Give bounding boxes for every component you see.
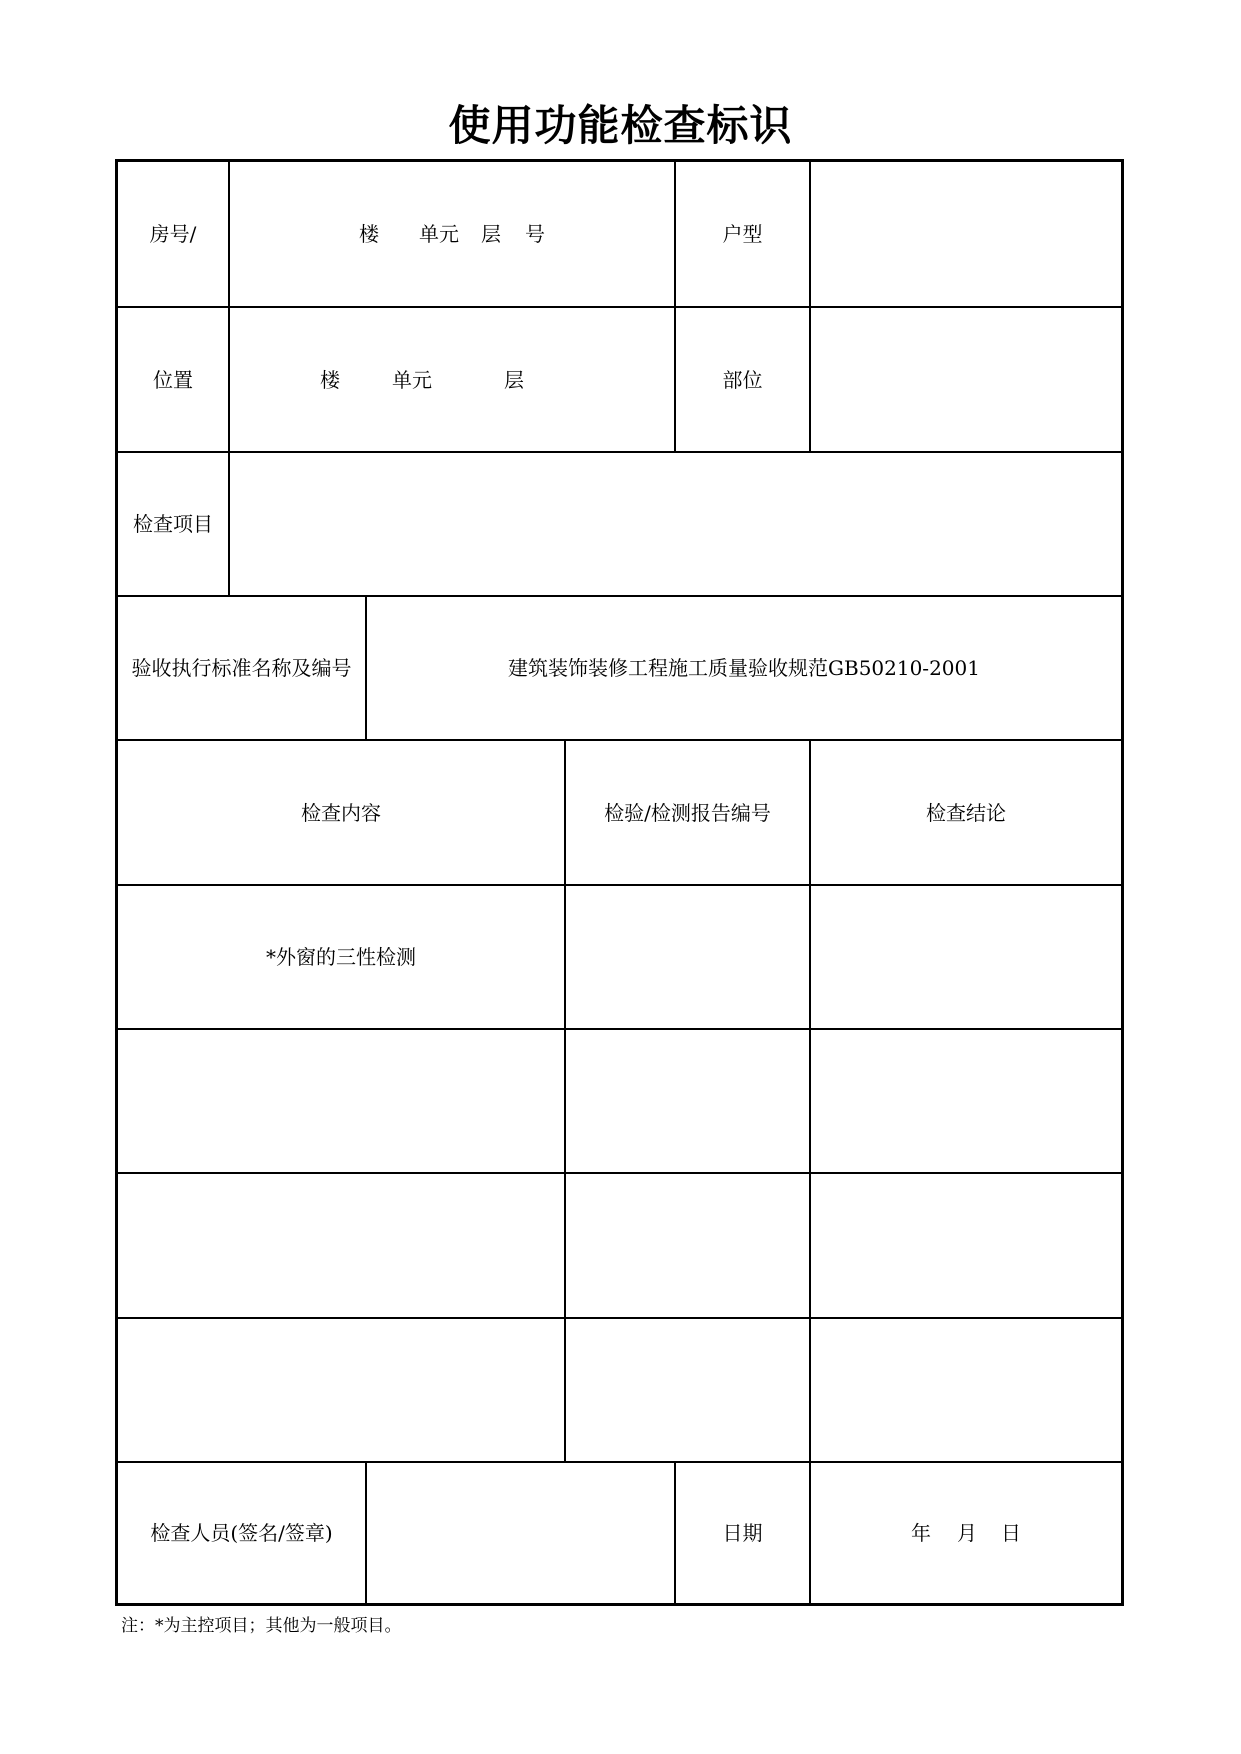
type-label: 户型: [722, 222, 763, 246]
page-title: 使用功能检查标识: [448, 101, 793, 150]
date-month-unit: 月: [957, 1521, 977, 1545]
position-unit-unit: 单元: [392, 367, 432, 392]
part-value-field[interactable]: [811, 308, 1121, 451]
inspection-item-label: 检查项目: [133, 512, 213, 536]
table-cell-content[interactable]: [118, 1174, 564, 1317]
header-inspection-content: 检查内容: [301, 800, 381, 825]
standard-label: 验收执行标准名称及编号: [131, 656, 352, 680]
position-floor-unit: 层: [504, 367, 524, 392]
table-cell-conclusion[interactable]: [811, 886, 1121, 1028]
inspection-form: [115, 159, 1124, 1606]
part-label: 部位: [722, 367, 763, 392]
table-cell-conclusion[interactable]: [811, 1319, 1121, 1461]
inspection-item-field[interactable]: [230, 453, 1121, 595]
date-year-unit: 年: [911, 1521, 931, 1545]
header-report-number: 检验/检测报告编号: [604, 800, 771, 825]
table-cell-report[interactable]: [566, 1319, 809, 1461]
date-field[interactable]: [811, 1463, 1121, 1603]
room-unit-unit: 单元: [419, 222, 459, 246]
type-value-field[interactable]: [811, 162, 1121, 306]
room-label: 房号/: [149, 222, 197, 246]
table-cell-conclusion[interactable]: [811, 1174, 1121, 1317]
room-number-unit: 号: [525, 222, 545, 246]
date-day-unit: 日: [1001, 1521, 1021, 1545]
inspector-signature-field[interactable]: [367, 1463, 674, 1603]
inspector-label: 检查人员(签名/签章): [150, 1521, 333, 1545]
table-cell-report[interactable]: [566, 886, 809, 1028]
table-cell-content[interactable]: [118, 1030, 564, 1172]
header-conclusion: 检查结论: [926, 800, 1006, 825]
standard-value: 建筑装饰装修工程施工质量验收规范GB50210-2001: [508, 656, 980, 680]
position-building-unit: 楼: [320, 367, 340, 392]
table-cell-content: *外窗的三性检测: [266, 945, 416, 969]
room-building-unit: 楼: [359, 222, 379, 246]
date-label: 日期: [722, 1521, 763, 1545]
position-value-field[interactable]: [230, 308, 674, 451]
room-value-field[interactable]: [230, 162, 674, 306]
room-floor-unit: 层: [481, 222, 501, 246]
table-cell-content[interactable]: [118, 1319, 564, 1461]
table-cell-report[interactable]: [566, 1174, 809, 1317]
footnote: 注：*为主控项目；其他为一般项目。: [121, 1616, 402, 1636]
position-label: 位置: [153, 367, 193, 392]
table-cell-report[interactable]: [566, 1030, 809, 1172]
table-cell-conclusion[interactable]: [811, 1030, 1121, 1172]
